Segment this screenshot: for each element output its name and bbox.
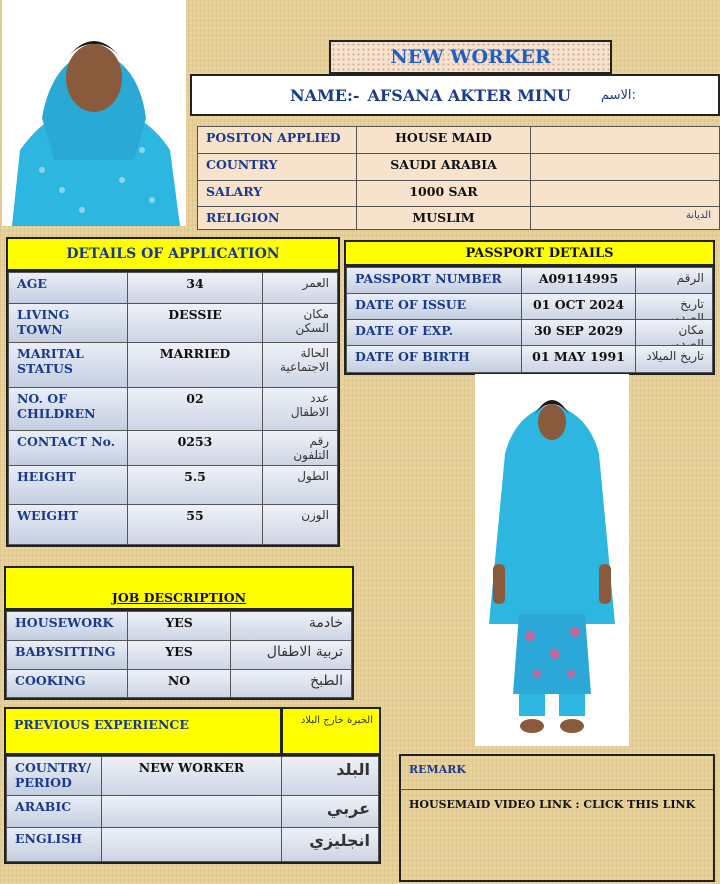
exp-label-arabic: ARABIC [6,795,102,828]
app-arabic-contact: رقم التلفون [262,430,338,466]
experience-title-arabic: الخبرة خارج البلاد [300,715,373,726]
video-link[interactable]: HOUSEMAID VIDEO LINK : CLICK THIS LINK [409,798,696,811]
job-value-babysitting: YES [127,640,231,670]
worker-name: AFSANA AKTER MINU [367,85,571,105]
exp-arabic-english: انجليزي [281,827,379,862]
header-title-box [329,40,612,74]
application-title [6,237,340,271]
summary-value-country: SAUDI ARABIA [356,153,531,181]
app-value-children: 02 [127,387,263,431]
passport-arabic-number: الرقم [635,267,713,294]
app-value-contact: 0253 [127,430,263,466]
portrait-photo [2,0,186,226]
summary-extra-country [530,153,720,181]
summary-value-position: HOUSE MAID [356,126,531,154]
app-label-height: HEIGHT [8,465,128,505]
experience-title-arabic-box [281,707,381,755]
job-title-text: JOB DESCRIPTION [111,590,247,605]
passport-label-birth: DATE OF BIRTH [346,345,522,373]
app-value-weight: 55 [127,504,263,545]
app-label-children: NO. OF CHILDREN [8,387,128,431]
summary-value-religion: MUSLIM [356,206,531,230]
passport-value-birth: 01 MAY 1991 [521,345,636,373]
app-arabic-age: العمر [262,272,338,304]
remark-title: REMARK [409,763,466,776]
experience-title [4,707,282,755]
job-arabic-babysitting: تربية الاطفال [230,640,352,670]
exp-value-arabic [101,795,282,828]
app-label-marital: MARITAL STATUS [8,342,128,388]
job-value-cooking: NO [127,669,231,698]
exp-value-country: NEW WORKER [101,756,282,796]
app-label-age: AGE [8,272,128,304]
job-value-housework: YES [127,611,231,641]
summary-arabic-religion: الديانة [530,206,720,230]
app-value-town: DESSIE [127,303,263,343]
name-label: NAME:- [290,85,360,105]
passport-value-expiry: 30 SEP 2029 [521,319,636,346]
job-title [4,566,354,610]
passport-label-issue: DATE OF ISSUE [346,293,522,320]
summary-label-country: COUNTRY [197,153,357,181]
page-title: NEW WORKER [390,46,551,68]
name-arabic-label: الاسم: [600,87,636,103]
full-body-illustration [475,374,629,746]
passport-arabic-issue: تاريخ [635,293,713,320]
passport-value-number: A09114995 [521,267,636,294]
summary-extra-salary [530,180,720,207]
full-body-photo [475,374,629,746]
name-box [190,74,720,116]
summary-label-salary: SALARY [197,180,357,207]
app-value-marital: MARRIED [127,342,263,388]
passport-title-text: PASSPORT DETAILS [465,245,614,261]
exp-value-english [101,827,282,862]
exp-arabic-country: البلد [281,756,379,796]
passport-title [344,240,715,266]
passport-label-expiry: DATE OF EXP. [346,319,522,346]
app-arabic-town: مكان السكن [262,303,338,343]
passport-arabic-birth: تاريخ الميلاد [635,345,713,373]
summary-extra-position [530,126,720,154]
app-label-contact: CONTACT No. [8,430,128,466]
experience-title-text: PREVIOUS EXPERIENCE [14,717,189,732]
passport-arabic-expiry: مكان [635,319,713,346]
application-title-text: DETAILS OF APPLICATION [66,246,280,262]
exp-label-english: ENGLISH [6,827,102,862]
app-arabic-marital: الحالة الاجتماعية [262,342,338,388]
job-arabic-cooking: الطبخ [230,669,352,698]
app-label-weight: WEIGHT [8,504,128,545]
summary-label-position: POSITON APPLIED [197,126,357,154]
portrait-illustration [2,0,186,226]
app-label-town: LIVING TOWN [8,303,128,343]
job-arabic-housework: خادمة [230,611,352,641]
app-value-height: 5.5 [127,465,263,505]
app-arabic-height: الطول [262,465,338,505]
app-value-age: 34 [127,272,263,304]
app-arabic-weight: الوزن [262,504,338,545]
app-arabic-children: عدد الاطفال [262,387,338,431]
passport-label-number: PASSPORT NUMBER [346,267,522,294]
remark-header [401,756,713,790]
job-label-babysitting: BABYSITTING [6,640,128,670]
remark-box [399,754,715,882]
exp-arabic-arabic: عربي [281,795,379,828]
summary-value-salary: 1000 SAR [356,180,531,207]
passport-value-issue: 01 OCT 2024 [521,293,636,320]
summary-label-religion: RELIGION [197,206,357,230]
job-label-housework: HOUSEWORK [6,611,128,641]
job-label-cooking: COOKING [6,669,128,698]
exp-label-country: COUNTRY/ PERIOD [6,756,102,796]
